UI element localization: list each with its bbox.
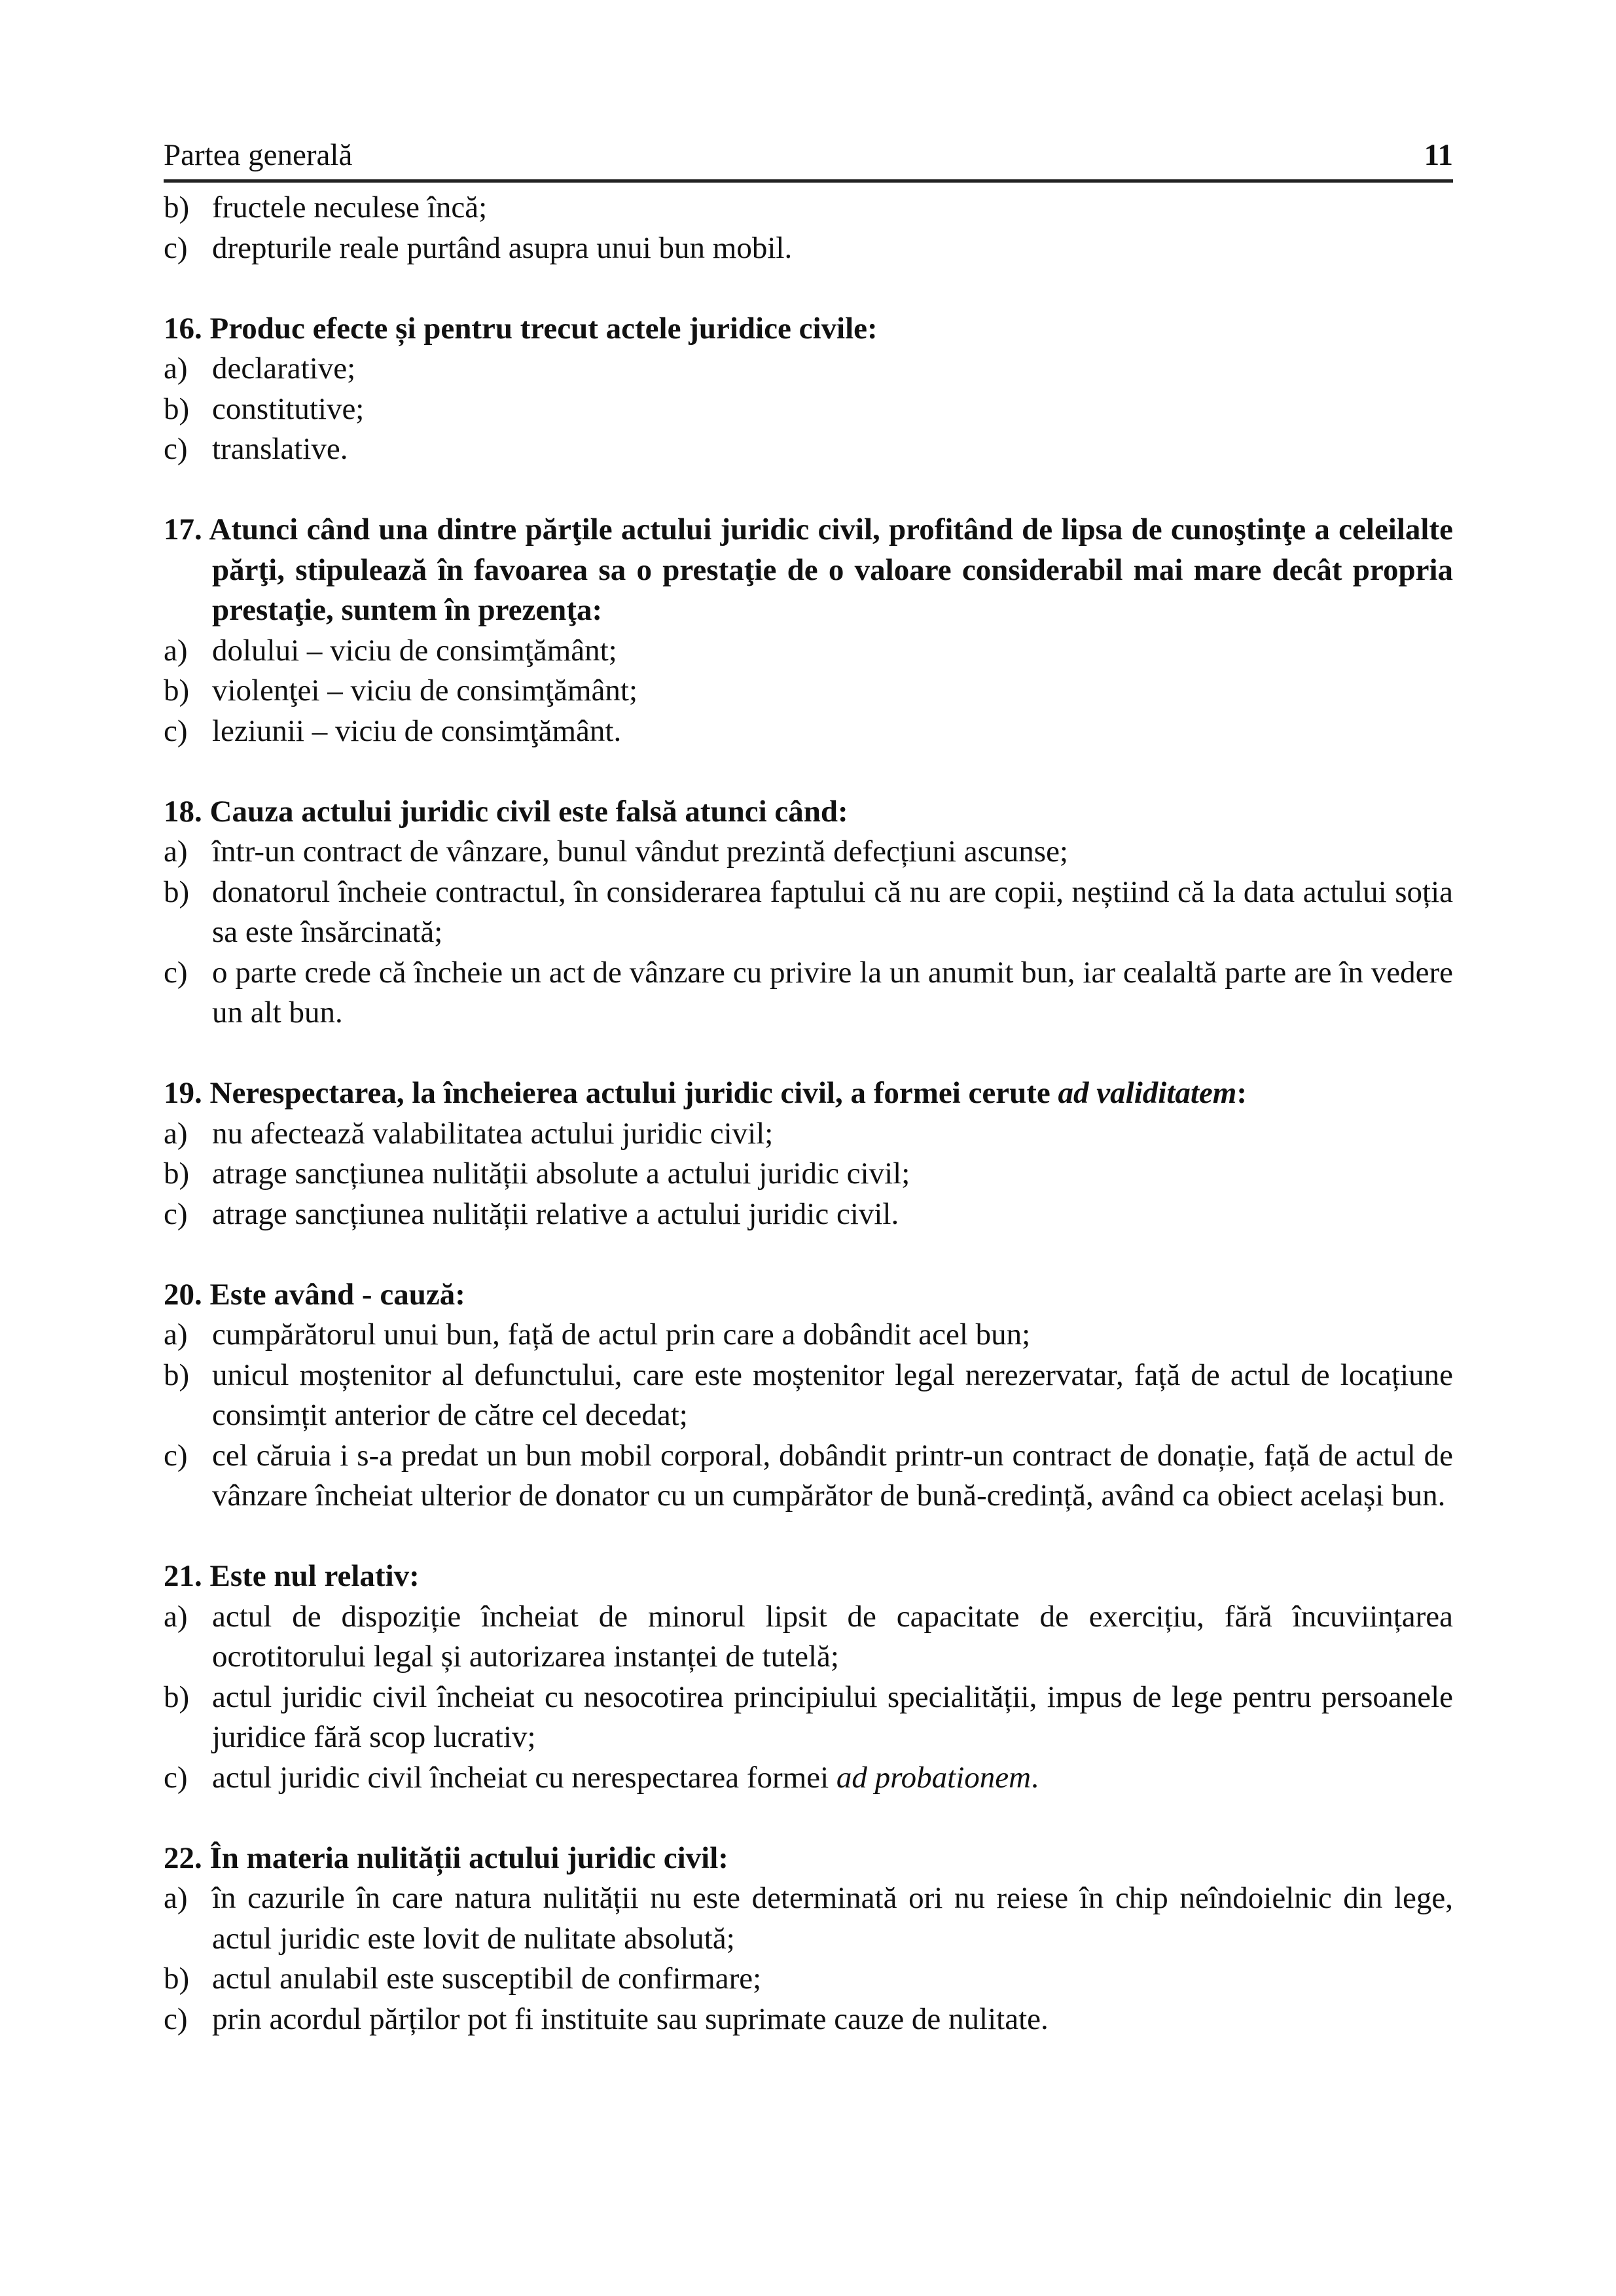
option-text — [212, 1878, 1453, 1959]
answer-option — [164, 671, 1453, 711]
option-text — [212, 2000, 1453, 2040]
option-text — [212, 953, 1453, 1033]
option-label: b) — [164, 190, 190, 224]
question-title-text: 22. În materia nulității actului juridic civil: — [164, 1840, 728, 1875]
answer-option — [164, 1114, 1453, 1155]
option-label: b) — [164, 391, 190, 426]
option-text-main: drepturile reale purtând asupra unui bun mobil. — [212, 230, 793, 265]
answer-option — [164, 1315, 1453, 1355]
header-rule — [164, 179, 1453, 183]
option-label: c) — [164, 1760, 188, 1795]
answer-option — [164, 228, 1453, 269]
option-text-main: unicul moștenitor al defunctului, care este moștenitor legal nerezervatar, față de actul de locațiune consimțit anterior de către cel decedat; — [212, 1357, 1453, 1432]
question-title-italic: ad validitatem — [1058, 1076, 1237, 1110]
option-label: a) — [164, 834, 188, 869]
option-text-main: în cazurile în care natura nulității nu este determinată ori nu reiese în chip neîndoielnic din lege, actul juridic este lovit de nulitate absolută; — [212, 1881, 1453, 1956]
option-text — [212, 1436, 1453, 1516]
option-text — [212, 429, 1453, 470]
option-text-main: într-un contract de vânzare, bunul vândut prezintă defecțiuni ascunse; — [212, 834, 1068, 869]
option-label: a) — [164, 1599, 188, 1634]
question-block — [164, 1275, 1453, 1516]
option-text-main: constitutive; — [212, 391, 365, 426]
question-block — [164, 1073, 1453, 1234]
option-text — [212, 1355, 1453, 1436]
option-text-main: o parte crede că încheie un act de vânzare cu privire la un anumit bun, iar cealaltă parte are în vedere un alt bun. — [212, 955, 1453, 1030]
option-label: a) — [164, 1881, 188, 1915]
answer-option — [164, 1878, 1453, 1959]
option-text — [212, 671, 1453, 711]
answer-option — [164, 1194, 1453, 1235]
question-title-text: 21. Este nul relativ: — [164, 1559, 420, 1593]
question-title — [164, 309, 1453, 350]
answer-option — [164, 188, 1453, 228]
option-label: c) — [164, 955, 188, 990]
option-label: b) — [164, 874, 190, 909]
option-text — [212, 1154, 1453, 1194]
option-text-main: dolului – viciu de consimţământ; — [212, 633, 617, 668]
option-label: b) — [164, 1357, 190, 1392]
option-text — [212, 1597, 1453, 1677]
answer-option — [164, 1154, 1453, 1194]
option-label: c) — [164, 713, 188, 748]
question-title — [164, 1556, 1453, 1597]
option-text-main: atrage sancțiunea nulității relative a actului juridic civil. — [212, 1196, 899, 1231]
option-text — [212, 1315, 1453, 1355]
answer-option — [164, 349, 1453, 389]
option-text-main: prin acordul părților pot fi instituite sau suprimate cauze de nulitate. — [212, 2001, 1049, 2036]
option-label: b) — [164, 1157, 190, 1191]
option-label: c) — [164, 230, 188, 265]
option-text-after: . — [1031, 1760, 1039, 1795]
option-text — [212, 349, 1453, 389]
option-text — [212, 1959, 1453, 2000]
option-text — [212, 711, 1453, 752]
question-block — [164, 309, 1453, 470]
option-text — [212, 389, 1453, 430]
question-title — [164, 1073, 1453, 1114]
option-text-main: translative. — [212, 432, 348, 466]
option-text-main: cel căruia i s-a predat un bun mobil corporal, dobândit printr-un contract de donație, față de actul de vânzare încheiat ulterior de donator cu un cumpărător de bună-credință, având ca obiect același bun. — [212, 1438, 1453, 1513]
option-text-main: actul anulabil este susceptibil de confirmare; — [212, 1962, 762, 1996]
option-text-main: declarative; — [212, 351, 356, 386]
option-text-main: violenţei – viciu de consimţământ; — [212, 673, 638, 708]
option-label: b) — [164, 1962, 190, 1996]
answer-option — [164, 1355, 1453, 1436]
option-text — [212, 1114, 1453, 1155]
answer-option — [164, 832, 1453, 872]
option-label: c) — [164, 432, 188, 466]
option-text-main: actul juridic civil încheiat cu nerespectarea formei — [212, 1760, 836, 1795]
header-title: Partea generală — [164, 137, 353, 172]
option-text-main: actul juridic civil încheiat cu nesocotirea principiului specialității, impus de lege pentru persoanele juridice fără scop lucrativ; — [212, 1679, 1453, 1754]
option-label: c) — [164, 2001, 188, 2036]
option-label: a) — [164, 1318, 188, 1352]
answer-option — [164, 429, 1453, 470]
option-text — [212, 872, 1453, 953]
answer-option — [164, 631, 1453, 672]
question-title — [164, 510, 1453, 631]
option-text-main: leziunii – viciu de consimţământ. — [212, 713, 622, 748]
option-text — [212, 1194, 1453, 1235]
option-label: b) — [164, 1679, 190, 1714]
question-title-text: 17. Atunci când una dintre părţile actului juridic civil, profitând de lipsa de cunoştinţe a celeilalte părţi, stipulează în favoarea sa o prestaţie de o valoare considerabil mai mare decât propria prestaţie, suntem în prezenţa: — [164, 512, 1453, 627]
option-text — [212, 1758, 1453, 1799]
answer-option — [164, 872, 1453, 953]
question-title-text: 18. Cauza actului juridic civil este falsă atunci când: — [164, 794, 848, 829]
option-label: b) — [164, 673, 190, 708]
running-header — [164, 135, 1453, 175]
question-title-after: : — [1236, 1076, 1248, 1110]
option-label: c) — [164, 1438, 188, 1473]
answer-option — [164, 389, 1453, 430]
answer-option — [164, 1758, 1453, 1799]
option-label: a) — [164, 633, 188, 668]
question-title-text: 20. Este având - cauză: — [164, 1277, 465, 1312]
answer-option — [164, 2000, 1453, 2040]
option-label: c) — [164, 1196, 188, 1231]
option-text-main: donatorul încheie contractul, în considerarea faptului că nu are copii, neștiind că la data actului soția sa este însărcinată; — [212, 874, 1453, 949]
continued-options — [164, 188, 1453, 268]
document-page — [164, 135, 1453, 2080]
question-block — [164, 510, 1453, 751]
option-text — [212, 188, 1453, 228]
option-text-main: atrage sancțiunea nulității absolute a actului juridic civil; — [212, 1157, 910, 1191]
question-title — [164, 1275, 1453, 1316]
question-block — [164, 1556, 1453, 1798]
option-text-main: nu afectează valabilitatea actului juridic civil; — [212, 1116, 774, 1151]
question-title — [164, 1839, 1453, 1879]
option-text — [212, 631, 1453, 672]
option-text — [212, 832, 1453, 872]
question-list — [164, 309, 1453, 2040]
answer-option — [164, 1597, 1453, 1677]
answer-option — [164, 953, 1453, 1033]
question-title-text: 19. Nerespectarea, la încheierea actului juridic civil, a formei cerute — [164, 1076, 1058, 1110]
answer-option — [164, 1677, 1453, 1758]
option-text-main: cumpărătorul unui bun, față de actul prin care a dobândit acel bun; — [212, 1318, 1031, 1352]
question-block — [164, 792, 1453, 1033]
question-title-text: 16. Produc efecte și pentru trecut actele juridice civile: — [164, 311, 878, 346]
option-label: a) — [164, 1116, 188, 1151]
page-number: 11 — [1424, 137, 1453, 172]
option-text-italic: ad probationem — [836, 1760, 1032, 1795]
answer-option — [164, 711, 1453, 752]
answer-option — [164, 1436, 1453, 1516]
answer-option — [164, 1959, 1453, 2000]
option-text — [212, 228, 1453, 269]
question-block — [164, 1839, 1453, 2040]
option-text-main: fructele neculese încă; — [212, 190, 488, 224]
option-label: a) — [164, 351, 188, 386]
option-text — [212, 1677, 1453, 1758]
option-text-main: actul de dispoziție încheiat de minorul lipsit de capacitate de exercițiu, fără încuviințarea ocrotitorului legal și autorizarea instanței de tutelă; — [212, 1599, 1453, 1674]
question-title — [164, 792, 1453, 833]
